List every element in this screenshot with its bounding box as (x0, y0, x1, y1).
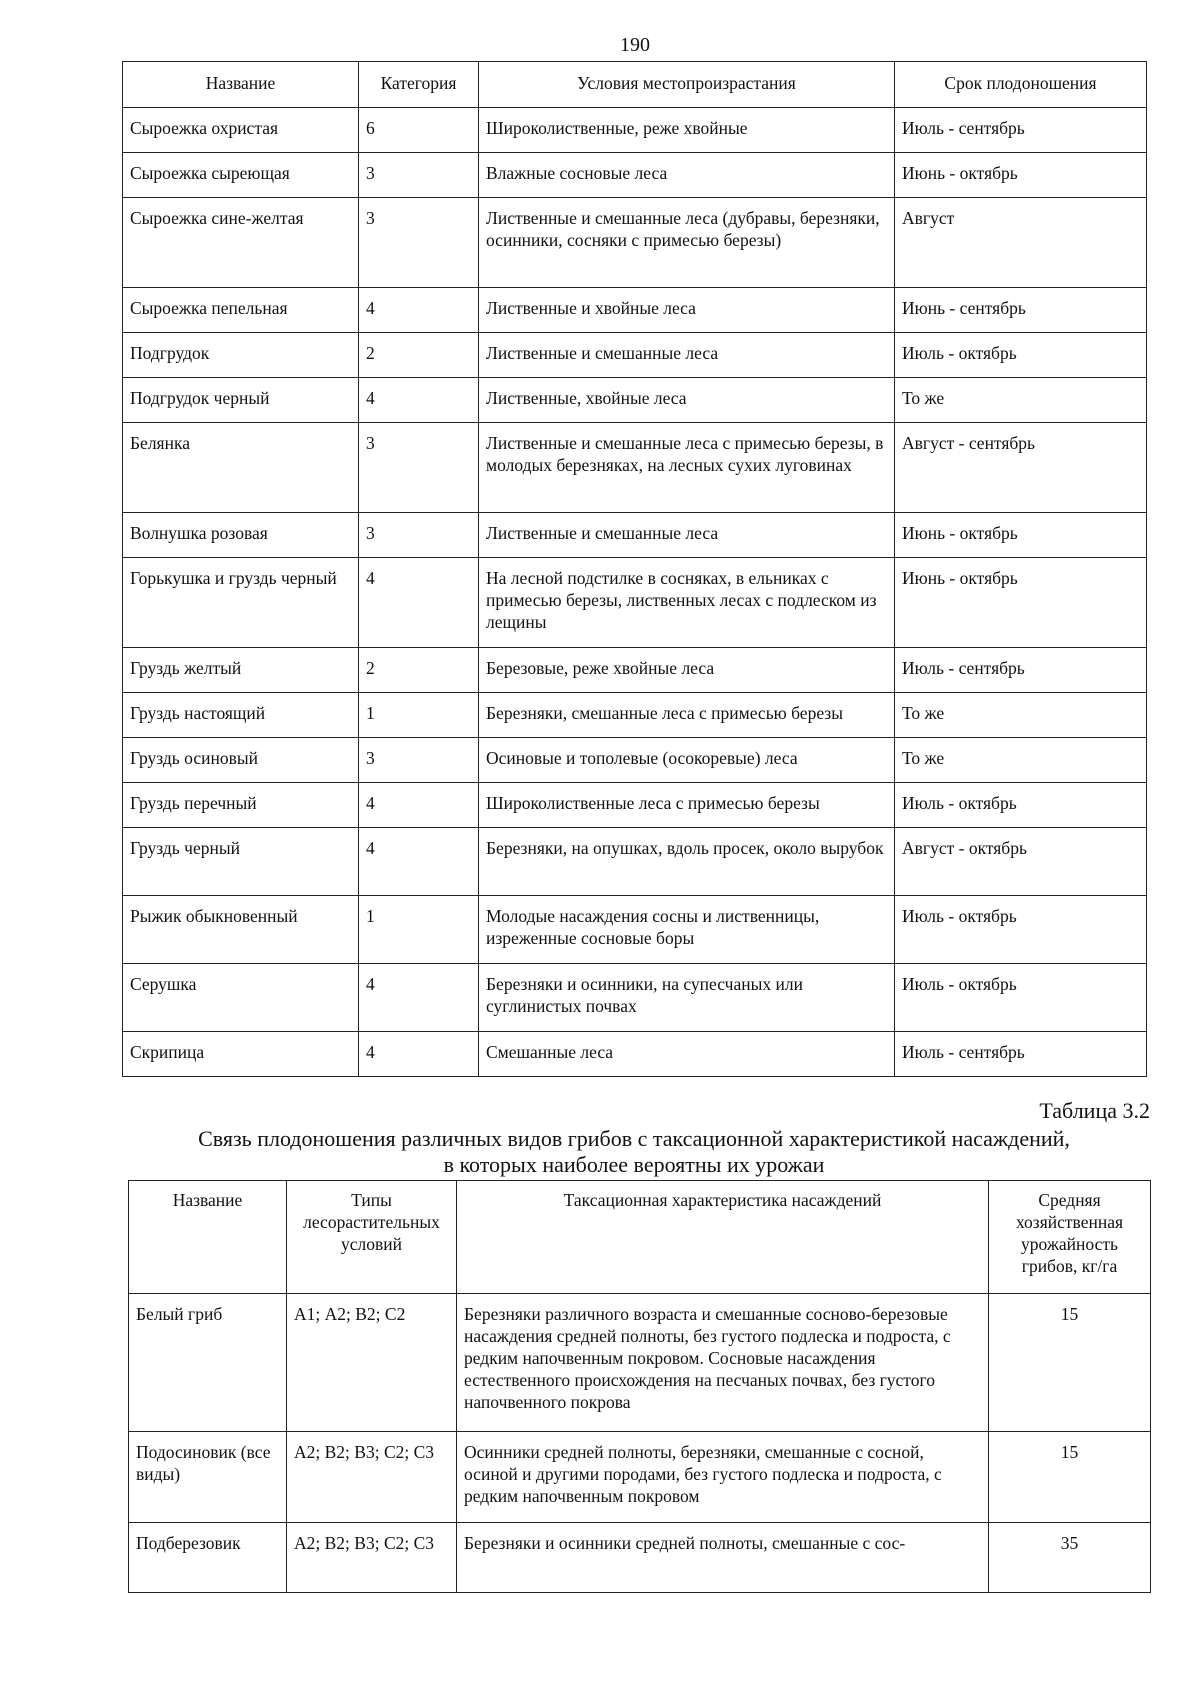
table-cell: На лесной подстилке в сосняках, в ельниках с примесью березы, лиственных лесах с подлеском из лещины (479, 558, 895, 648)
header-cell: Название (123, 62, 359, 108)
table-cell: Лиственные и смешанные леса (дубравы, березняки, осинники, сосняки с примесью березы) (479, 198, 895, 288)
table-row (123, 783, 1147, 828)
table-cell: Июль - сентябрь (895, 108, 1147, 153)
table-row (123, 288, 1147, 333)
table-cell: Август (895, 198, 1147, 288)
header-cell: Срок плодоношения (895, 62, 1147, 108)
table-cell: Июль - сентябрь (895, 1032, 1147, 1077)
table-cell: Груздь настоящий (123, 693, 359, 738)
table-cell: Горькушка и груздь черный (123, 558, 359, 648)
table-cell: Березняки и осинники средней полноты, смешанные с сос- (457, 1523, 989, 1593)
table-cell: 4 (359, 378, 479, 423)
table-cell: Смешанные леса (479, 1032, 895, 1077)
table-cell: Июнь - октябрь (895, 558, 1147, 648)
table-label: Таблица 3.2 (1039, 1098, 1150, 1123)
table-cell: Широколиственные, реже хвойные (479, 108, 895, 153)
table-row (123, 108, 1147, 153)
table-row (123, 1032, 1147, 1077)
table-cell: То же (895, 738, 1147, 783)
table-cell: Подберезовик (129, 1523, 287, 1593)
table-cell: Лиственные и смешанные леса с примесью березы, в молодых березняках, на лесных сухих луговинах (479, 423, 895, 513)
table-cell: 3 (359, 513, 479, 558)
table-cell: 1 (359, 896, 479, 964)
table-cell: Июнь - октябрь (895, 153, 1147, 198)
header-cell: Таксационная характеристика насаждений (457, 1181, 989, 1294)
table-row (123, 558, 1147, 648)
table-cell: То же (895, 693, 1147, 738)
table-cell: Июль - октябрь (895, 896, 1147, 964)
table-cell: 4 (359, 964, 479, 1032)
table-cell: Август - сентябрь (895, 423, 1147, 513)
table-cell: Сыроежка пепельная (123, 288, 359, 333)
table-cell: Подосиновик (все виды) (129, 1432, 287, 1523)
table-cell: 2 (359, 333, 479, 378)
table-cell: 3 (359, 153, 479, 198)
table-cell: Июнь - сентябрь (895, 288, 1147, 333)
table-cell: Широколиственные леса с примесью березы (479, 783, 895, 828)
table-row (123, 828, 1147, 896)
table-cell: Лиственные и смешанные леса (479, 333, 895, 378)
table-cell: Июль - сентябрь (895, 648, 1147, 693)
table-cell: Июнь - октябрь (895, 513, 1147, 558)
table-cell: А2; В2; В3; С2; С3 (287, 1432, 457, 1523)
table-cell: 15 (989, 1432, 1151, 1523)
table-cell: Березняки и осинники, на супесчаных или суглинистых почвах (479, 964, 895, 1032)
table-cell: 4 (359, 288, 479, 333)
table-row (123, 693, 1147, 738)
table-cell: 3 (359, 423, 479, 513)
table-cell: Груздь желтый (123, 648, 359, 693)
table-row (123, 198, 1147, 288)
table-row (123, 153, 1147, 198)
table-cell: Белый гриб (129, 1294, 287, 1432)
table-cell: Июль - октябрь (895, 333, 1147, 378)
table-cell: Груздь черный (123, 828, 359, 896)
table-cell: Влажные сосновые леса (479, 153, 895, 198)
table-cell: Август - октябрь (895, 828, 1147, 896)
table-cell: 35 (989, 1523, 1151, 1593)
table-cell: Березовые, реже хвойные леса (479, 648, 895, 693)
table-row (123, 513, 1147, 558)
table-caption (122, 1126, 1146, 1178)
table-cell: 2 (359, 648, 479, 693)
table-row (129, 1523, 1151, 1593)
table-cell: Березняки, смешанные леса с примесью березы (479, 693, 895, 738)
caption-line: в которых наиболее вероятны их урожаи (443, 1152, 825, 1177)
table-cell: Груздь перечный (123, 783, 359, 828)
table-cell: А2; В2; В3; С2; С3 (287, 1523, 457, 1593)
table-cell: Молодые насаждения сосны и лиственницы, изреженные сосновые боры (479, 896, 895, 964)
table-cell: 4 (359, 558, 479, 648)
table-cell: Лиственные и хвойные леса (479, 288, 895, 333)
header-cell: Название (129, 1181, 287, 1294)
header-cell: Средняя хозяйственная урожайность грибов, кг/га (989, 1181, 1151, 1294)
table-cell: 4 (359, 1032, 479, 1077)
table-cell: Сыроежка сыреющая (123, 153, 359, 198)
mushroom-habitat-table (122, 61, 1147, 1077)
table-cell: Березняки различного возраста и смешанные сосново-березовые насаждения средней полноты, без густого подлеска и подроста, с редким напочвенным покровом. Сосновые насаждения естественного происхождения на песчаных почвах, без густого напочвенного покрова (457, 1294, 989, 1432)
caption-line: Связь плодоношения различных видов грибов с таксационной характеристикой насаждений, (198, 1126, 1070, 1151)
table-cell: Груздь осиновый (123, 738, 359, 783)
table-cell: 3 (359, 738, 479, 783)
table-header-row (123, 62, 1147, 108)
table-cell: 1 (359, 693, 479, 738)
table-cell: Серушка (123, 964, 359, 1032)
table-cell: Лиственные и смешанные леса (479, 513, 895, 558)
table-row (123, 964, 1147, 1032)
header-cell: Условия местопроизрастания (479, 62, 895, 108)
table-row (123, 738, 1147, 783)
page-number: 190 (620, 34, 650, 56)
table-cell: Белянка (123, 423, 359, 513)
table-cell: Лиственные, хвойные леса (479, 378, 895, 423)
table-cell: Июль - октябрь (895, 964, 1147, 1032)
table-cell: Березняки, на опушках, вдоль просек, около вырубок (479, 828, 895, 896)
table-cell: Скрипица (123, 1032, 359, 1077)
header-cell: Типы лесорастительных условий (287, 1181, 457, 1294)
table-cell: 6 (359, 108, 479, 153)
table-row (129, 1294, 1151, 1432)
table-row (129, 1432, 1151, 1523)
table-cell: А1; А2; В2; С2 (287, 1294, 457, 1432)
mushroom-yield-table (128, 1180, 1151, 1593)
table-cell: 15 (989, 1294, 1151, 1432)
table-row (123, 648, 1147, 693)
table-row (123, 333, 1147, 378)
table-cell: Рыжик обыкновенный (123, 896, 359, 964)
table-row (123, 896, 1147, 964)
table-cell: 4 (359, 783, 479, 828)
table-cell: Осиновые и тополевые (осокоревые) леса (479, 738, 895, 783)
table-cell: Июль - октябрь (895, 783, 1147, 828)
table-cell: 3 (359, 198, 479, 288)
table-cell: Подгрудок черный (123, 378, 359, 423)
table-cell: Волнушка розовая (123, 513, 359, 558)
table-cell: Сыроежка охристая (123, 108, 359, 153)
table-cell: Подгрудок (123, 333, 359, 378)
table-cell: То же (895, 378, 1147, 423)
table-cell: Осинники средней полноты, березняки, смешанные с сосной, осиной и другими породами, без густого подлеска и подроста, с редким напочвенным покровом (457, 1432, 989, 1523)
table-cell: Сыроежка сине-желтая (123, 198, 359, 288)
table-header-row (129, 1181, 1151, 1294)
header-cell: Категория (359, 62, 479, 108)
table-row (123, 423, 1147, 513)
table-cell: 4 (359, 828, 479, 896)
table-row (123, 378, 1147, 423)
